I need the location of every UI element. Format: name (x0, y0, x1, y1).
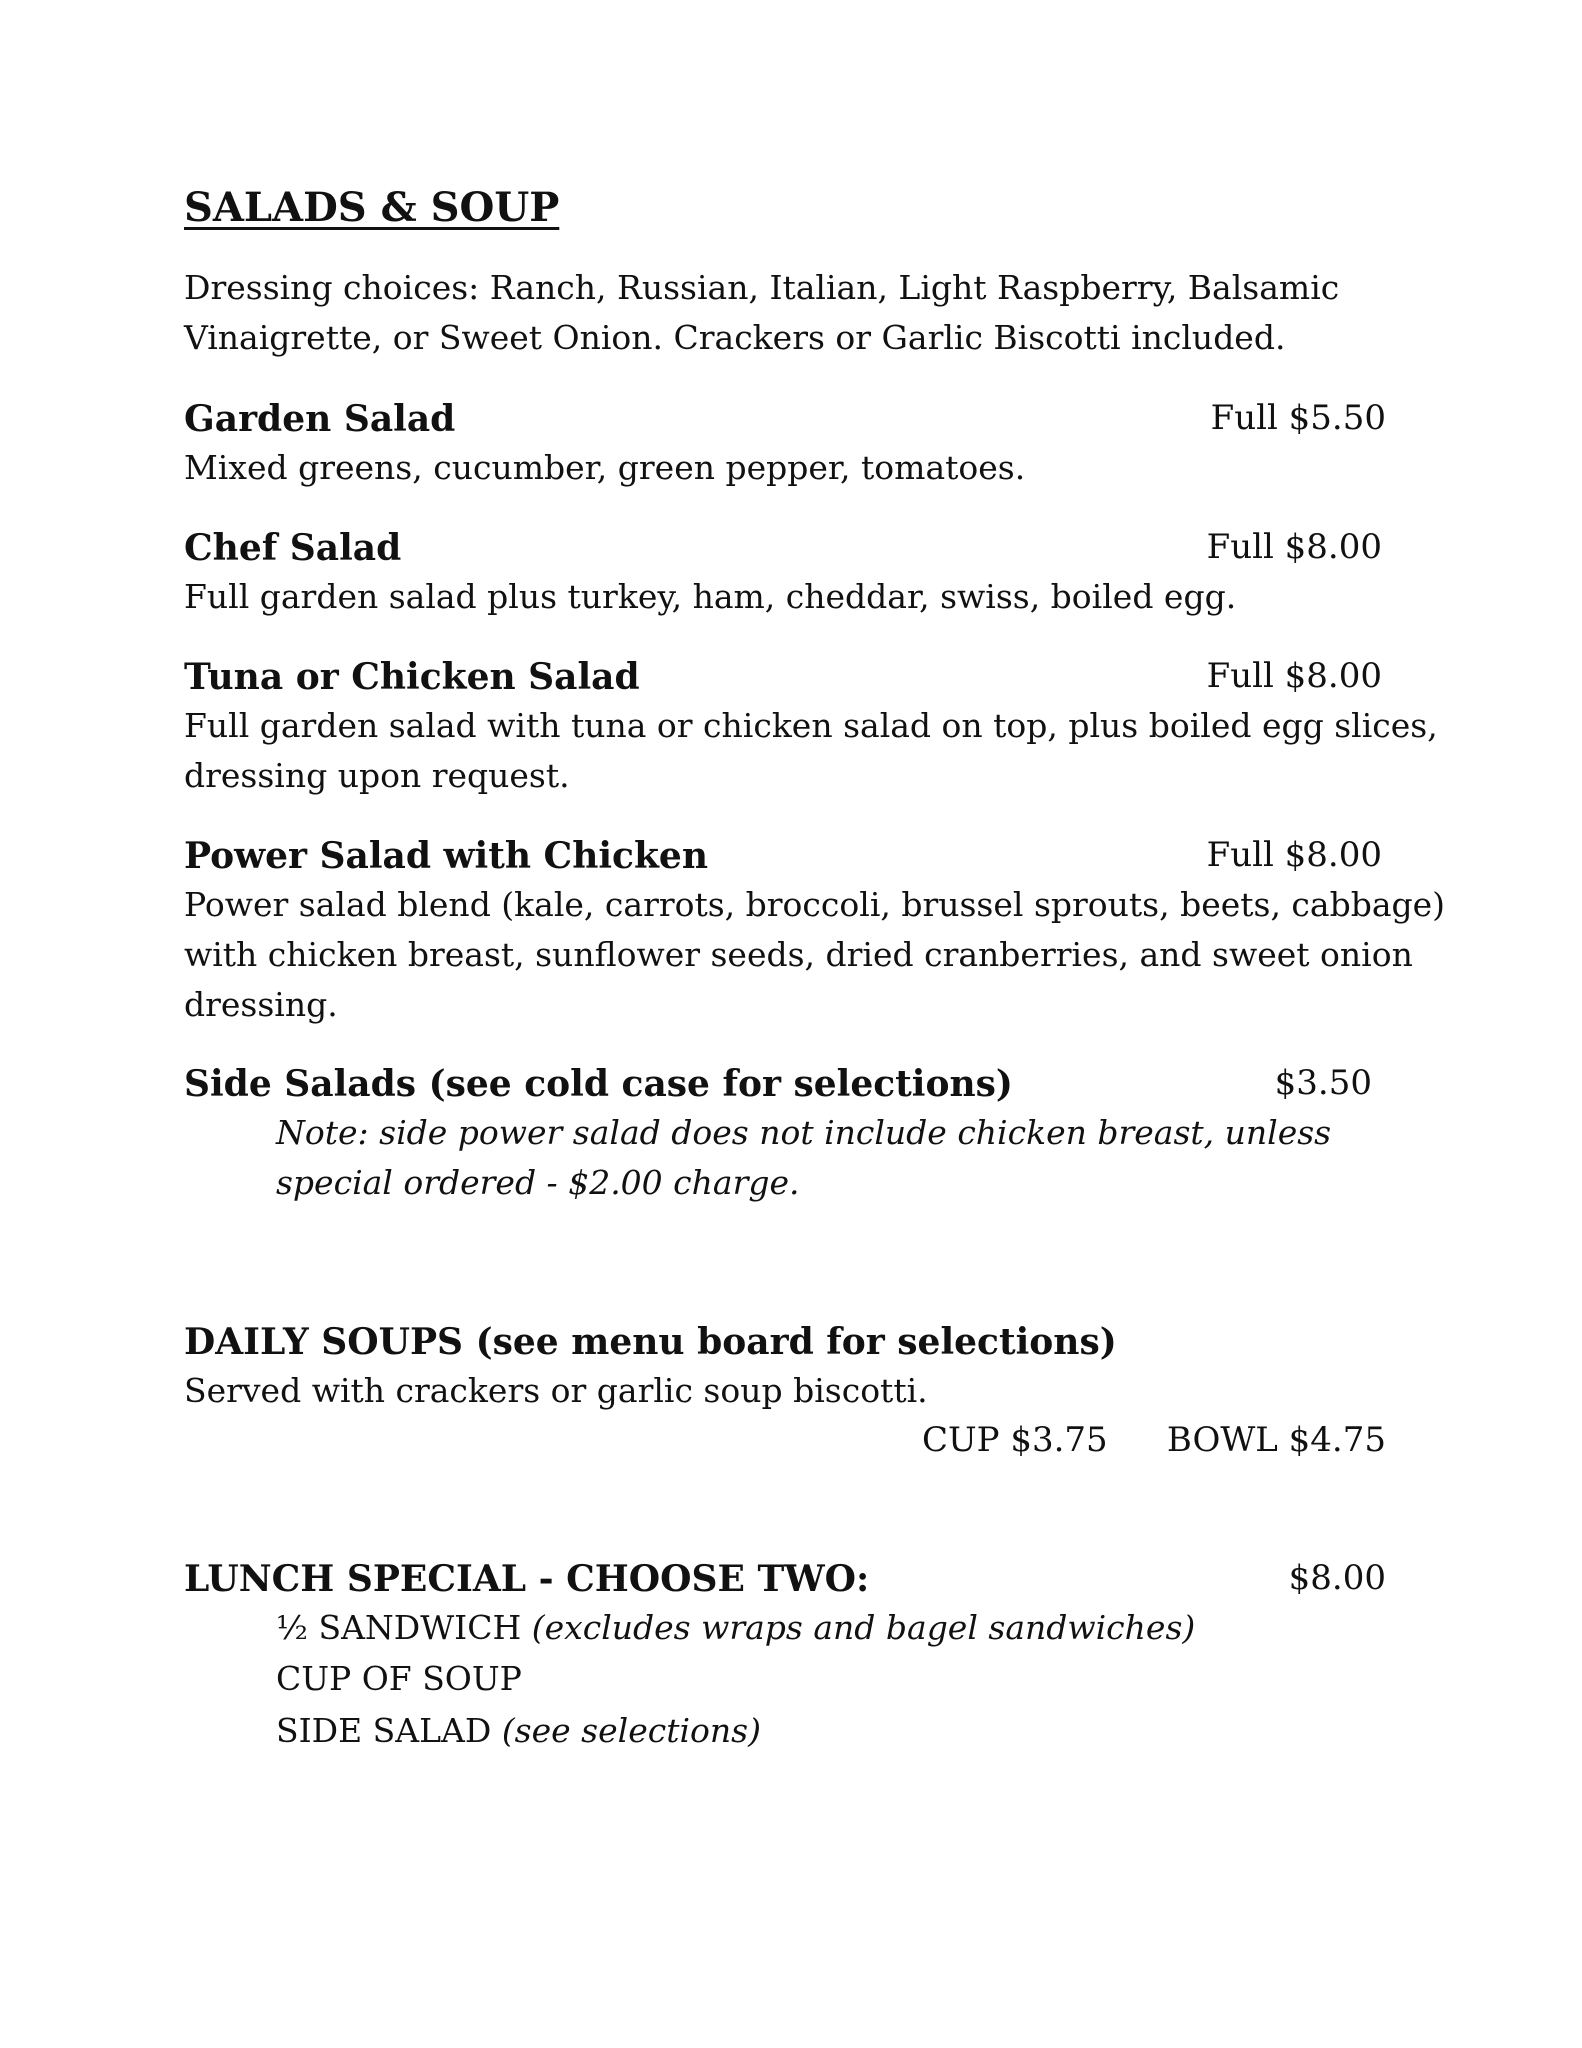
soup-cup-price: CUP $3.75 (922, 1420, 1108, 1460)
item-desc-power-salad-2: with chicken breast, sunflower seeds, dried cranberries, and sweet onion (184, 935, 1413, 974)
item-desc-power-salad-1: Power salad blend (kale, carrots, broccoli, brussel sprouts, beets, cabbage) (184, 885, 1446, 924)
lunch-option-text: ½ SANDWICH (276, 1608, 532, 1647)
lunch-option-soup (276, 1659, 522, 1698)
lunch-option-note: (excludes wraps and bagel sandwiches) (531, 1608, 1196, 1647)
dressing-line-1: Dressing choices: Ranch, Russian, Italian, Light Raspberry, Balsamic (184, 268, 1340, 307)
item-name-chef-salad: Chef Salad (184, 527, 402, 569)
soup-bowl-price: BOWL $4.75 (1166, 1420, 1386, 1460)
lunch-option-text: SIDE SALAD (276, 1711, 502, 1750)
lunch-option-side-salad (276, 1711, 761, 1750)
item-desc-chef-salad: Full garden salad plus turkey, ham, cheddar, swiss, boiled egg. (184, 577, 1237, 616)
item-desc-garden-salad: Mixed greens, cucumber, green pepper, tomatoes. (184, 448, 1026, 487)
item-price-chef-salad: Full $8.00 (1206, 527, 1382, 567)
side-salad-note-1: Note: side power salad does not include chicken breast, unless (276, 1113, 1332, 1152)
item-name-tuna-chicken-salad: Tuna or Chicken Salad (184, 656, 640, 698)
lunch-option-text: CUP OF SOUP (276, 1659, 522, 1698)
dressing-line-2: Vinaigrette, or Sweet Onion. Crackers or Garlic Biscotti included. (184, 318, 1286, 357)
lunch-special-price: $8.00 (1288, 1558, 1386, 1598)
side-salad-note-2: special ordered - $2.00 charge. (276, 1163, 800, 1202)
item-desc-power-salad-3: dressing. (184, 985, 338, 1024)
soups-heading: DAILY SOUPS (see menu board for selections) (184, 1321, 1117, 1363)
lunch-special-heading: LUNCH SPECIAL - CHOOSE TWO: (184, 1558, 870, 1600)
item-price-side-salads: $3.50 (1274, 1063, 1372, 1103)
lunch-option-sandwich (276, 1608, 1195, 1647)
item-price-power-salad: Full $8.00 (1206, 835, 1382, 875)
page-title: SALADS & SOUP (184, 184, 560, 231)
soups-desc: Served with crackers or garlic soup biscotti. (184, 1371, 928, 1410)
item-price-garden-salad: Full $5.50 (1210, 398, 1386, 438)
item-price-tuna-chicken-salad: Full $8.00 (1206, 656, 1382, 696)
item-name-side-salads: Side Salads (see cold case for selections) (184, 1063, 1013, 1105)
item-name-power-salad: Power Salad with Chicken (184, 835, 708, 877)
item-desc-tuna-chicken-salad-2: dressing upon request. (184, 756, 570, 795)
lunch-option-note: (see selections) (501, 1711, 761, 1750)
item-desc-tuna-chicken-salad-1: Full garden salad with tuna or chicken salad on top, plus boiled egg slices, (184, 706, 1438, 745)
item-name-garden-salad: Garden Salad (184, 398, 456, 440)
